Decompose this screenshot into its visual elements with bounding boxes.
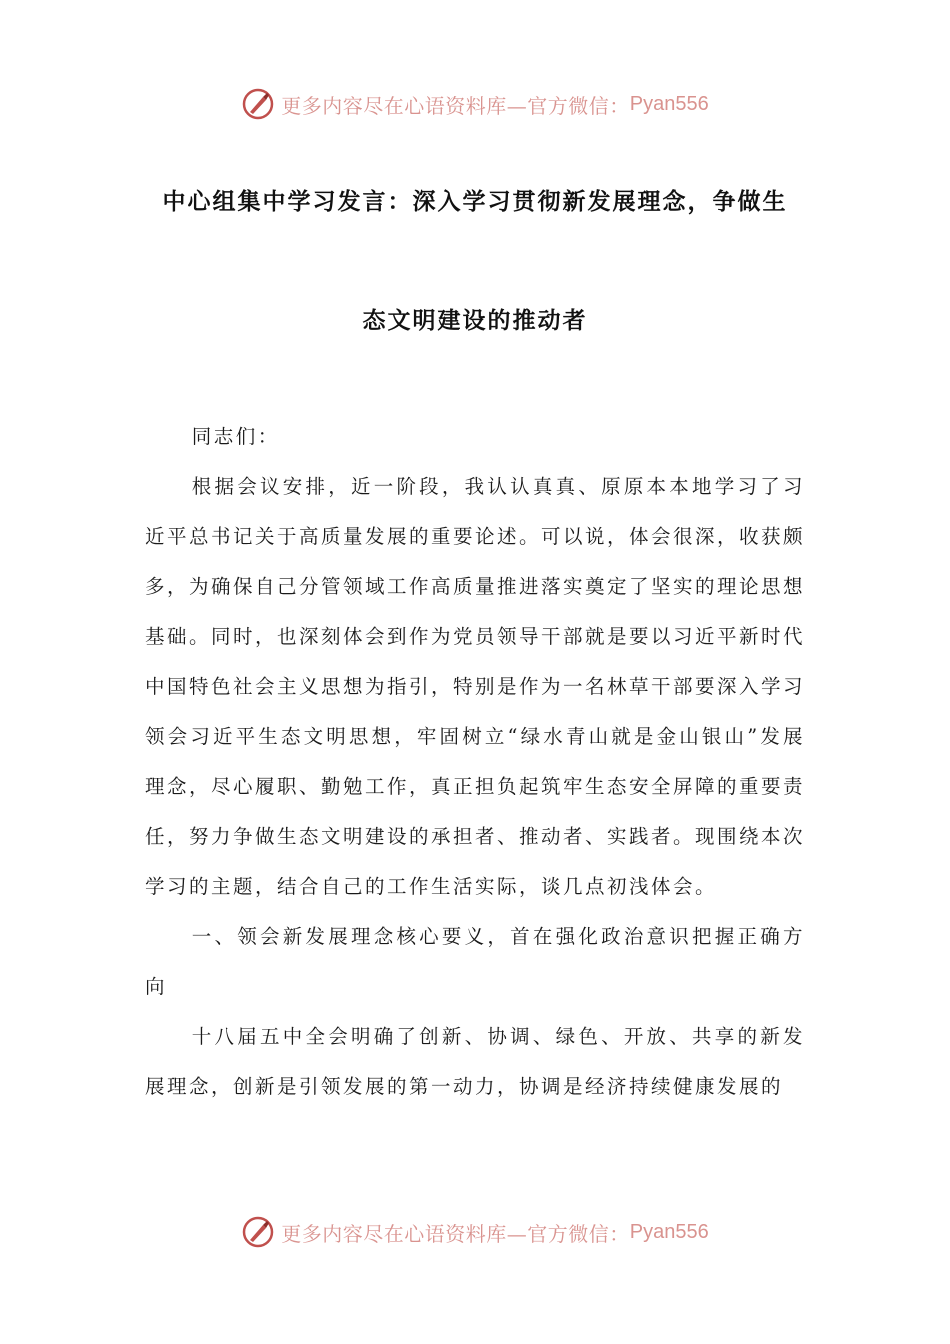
paragraph-2: 十八届五中全会明确了创新、协调、绿色、开放、共享的新发展理念，创新是引领发展的第一动力，协调是经济持续健康发展的 [145, 1025, 805, 1098]
document-body [145, 412, 805, 1112]
watermark-text: 更多内容尽在心语资料库—官方微信： [281, 93, 630, 118]
footer-watermark [0, 1212, 950, 1252]
greeting: 同志们： [191, 425, 280, 448]
watermark-wechat-id: Pyan556 [629, 1220, 709, 1243]
watermark-text: 更多内容尽在心语资料库—官方微信： [281, 1221, 630, 1246]
pen-logo-icon [241, 1215, 275, 1249]
paragraph-1: 根据会议安排，近一阶段，我认认真真、原原本本地学习了习近平总书记关于高质量发展的重要论述。可以说，体会很深，收获颇多，为确保自己分管领域工作高质量推进落实奠定了坚实的理论思想基础。同时，也深刻体会到作为党员领导干部就是要以习近平新时代中国特色社会主义思想为指引，特别是作为一名林草干部要深入学习领会习近平生态文明思想，牢固树立“绿水青山就是金山银山”发展理念，尽心履职、勤勉工作，真正担负起筑牢生态安全屏障的重要责任，努力争做生态文明建设的承担者、推动者、实践者。现围绕本次学习的主题，结合自己的工作生活实际，谈几点初浅体会。 [145, 475, 806, 898]
document-title-line-2: 态文明建设的推动者 [362, 308, 588, 334]
section-heading-1: 一、领会新发展理念核心要义，首在强化政治意识把握正确方向 [145, 925, 805, 998]
header-watermark [0, 84, 950, 124]
document-title-line-1: 中心组集中学习发言：深入学习贯彻新发展理念，争做生 [162, 189, 788, 215]
watermark-wechat-id: Pyan556 [629, 92, 709, 115]
pen-logo-icon [241, 87, 275, 121]
